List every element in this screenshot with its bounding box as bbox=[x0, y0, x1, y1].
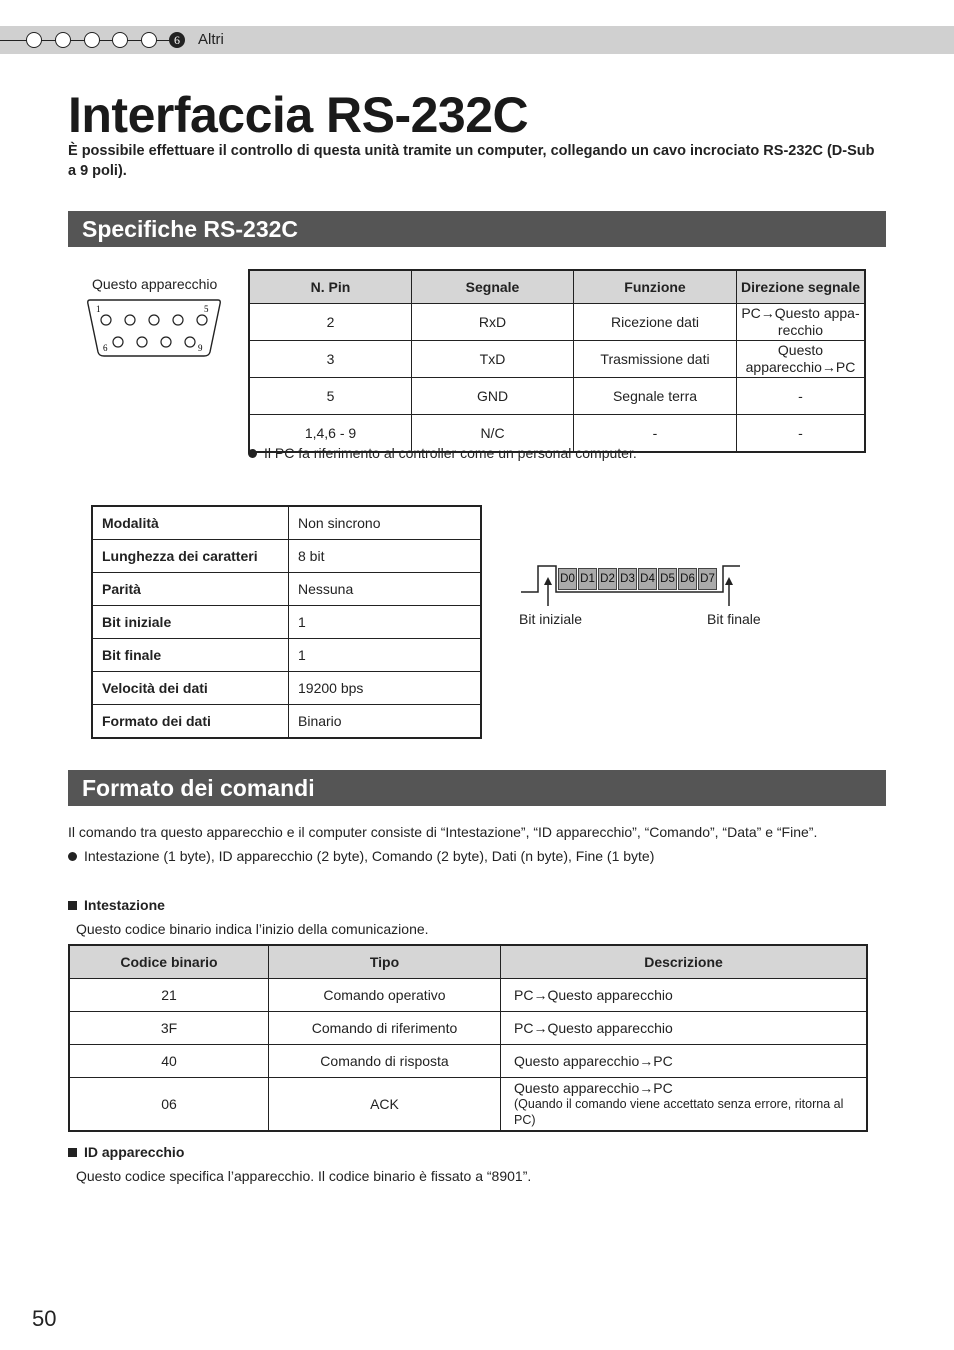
description-col-header: Descrizione bbox=[501, 945, 868, 979]
stop-bit-label: Bit finale bbox=[707, 611, 761, 627]
pc-note-text: Il PC fa riferimento al controller come un personal computer. bbox=[264, 445, 637, 461]
header-subtitle bbox=[68, 897, 165, 913]
bit-d4: D4 bbox=[638, 568, 657, 590]
table-row bbox=[249, 304, 865, 341]
table-cell: 06 bbox=[69, 1078, 269, 1132]
table-cell bbox=[501, 1078, 868, 1132]
direction-col-header: Direzione segnale bbox=[737, 270, 866, 304]
section-title-specs: Specifiche RS-232C bbox=[68, 211, 886, 247]
table-cell: RxD bbox=[412, 304, 574, 341]
table-cell: Ricezione dati bbox=[574, 304, 737, 341]
setting-key: Bit iniziale bbox=[92, 606, 289, 639]
table-cell: 5 bbox=[249, 378, 412, 415]
bit-d5: D5 bbox=[658, 568, 677, 590]
table-row bbox=[92, 672, 481, 705]
chapter-dot-1 bbox=[26, 32, 42, 48]
table-cell: 2 bbox=[249, 304, 412, 341]
table-cell: 21 bbox=[69, 979, 269, 1012]
setting-value: Binario bbox=[289, 705, 482, 739]
page-title: Interfaccia RS-232C bbox=[68, 87, 529, 143]
id-subtitle bbox=[68, 1144, 184, 1160]
pin-label-6: 6 bbox=[103, 343, 108, 353]
bullet-icon bbox=[68, 852, 77, 861]
setting-key: Lunghezza dei caratteri bbox=[92, 540, 289, 573]
command-structure-bullet bbox=[68, 848, 654, 864]
setting-key: Bit finale bbox=[92, 639, 289, 672]
id-description: Questo codice specifica l’apparecchio. Il codice binario è fissato a “8901”. bbox=[76, 1168, 532, 1184]
table-cell: 40 bbox=[69, 1045, 269, 1078]
table-cell: Trasmissione dati bbox=[574, 341, 737, 378]
table-row bbox=[69, 1012, 867, 1045]
table-cell: Comando di risposta bbox=[269, 1045, 501, 1078]
chapter-dot-4 bbox=[112, 32, 128, 48]
intro-text: È possibile effettuare il controllo di questa unità tramite un computer, collegando un cavo incrociato RS-232C (D-Sub a 9 poli). bbox=[68, 143, 875, 179]
pin-label-5: 5 bbox=[204, 304, 209, 314]
settings-table bbox=[91, 505, 482, 739]
table-row bbox=[69, 979, 867, 1012]
setting-value: Nessuna bbox=[289, 573, 482, 606]
table-row bbox=[249, 378, 865, 415]
command-structure-text: Intestazione (1 byte), ID apparecchio (2 byte), Comando (2 byte), Dati (n byte), Fine (1 byte) bbox=[84, 848, 655, 864]
setting-value: 8 bit bbox=[289, 540, 482, 573]
ack-note: (Quando il comando viene accettato senza errore, ritorna al PC) bbox=[514, 1097, 844, 1127]
setting-key: Velocità dei dati bbox=[92, 672, 289, 705]
setting-key: Parità bbox=[92, 573, 289, 606]
pin-label-9: 9 bbox=[198, 343, 203, 353]
chapter-number-badge: 6 bbox=[169, 32, 185, 48]
setting-value: 19200 bps bbox=[289, 672, 482, 705]
table-cell: 1,4,6 - 9 bbox=[249, 415, 412, 453]
function-col-header: Funzione bbox=[574, 270, 737, 304]
header-description: Questo codice binario indica l’inizio della comunicazione. bbox=[76, 921, 429, 937]
bit-d0: D0 bbox=[558, 568, 577, 590]
header-code-table bbox=[68, 944, 868, 1132]
table-cell: PC→Questo appa- recchio bbox=[737, 304, 866, 341]
table-cell: Questo apparecchio→PC bbox=[737, 341, 866, 378]
square-bullet-icon bbox=[68, 1148, 77, 1157]
connector-label: Questo apparecchio bbox=[92, 276, 218, 292]
chapter-label: Altri bbox=[198, 31, 224, 48]
table-cell: - bbox=[574, 415, 737, 453]
bit-d1: D1 bbox=[578, 568, 597, 590]
command-format-intro: Il comando tra questo apparecchio e il computer consiste di “Intestazione”, “ID apparecchio”, “Comando”, “Data” e “Fine”. bbox=[68, 824, 818, 840]
chapter-dot-3 bbox=[84, 32, 100, 48]
pc-note bbox=[248, 445, 637, 461]
table-cell: GND bbox=[412, 378, 574, 415]
id-subtitle-text: ID apparecchio bbox=[84, 1144, 185, 1160]
table-row bbox=[92, 639, 481, 672]
table-row bbox=[92, 705, 481, 739]
start-bit-label: Bit iniziale bbox=[519, 611, 583, 627]
setting-key: Modalità bbox=[92, 506, 289, 540]
bit-d7: D7 bbox=[698, 568, 717, 590]
table-cell: - bbox=[737, 415, 866, 453]
pin-col-header: N. Pin bbox=[249, 270, 412, 304]
table-cell: Segnale terra bbox=[574, 378, 737, 415]
dsub9-connector-icon bbox=[86, 296, 222, 360]
chapter-dot-2 bbox=[55, 32, 71, 48]
page-number: 50 bbox=[32, 1306, 57, 1331]
table-cell: 3F bbox=[69, 1012, 269, 1045]
square-bullet-icon bbox=[68, 901, 77, 910]
pin-label-1: 1 bbox=[96, 304, 101, 314]
section-title-command-format: Formato dei comandi bbox=[68, 770, 886, 806]
table-row bbox=[92, 606, 481, 639]
bit-d2: D2 bbox=[598, 568, 617, 590]
setting-value: Non sincrono bbox=[289, 506, 482, 540]
table-row bbox=[249, 341, 865, 378]
signal-col-header: Segnale bbox=[412, 270, 574, 304]
table-cell: Comando operativo bbox=[269, 979, 501, 1012]
table-cell: 3 bbox=[249, 341, 412, 378]
bullet-icon bbox=[248, 449, 257, 458]
table-row bbox=[69, 1078, 867, 1132]
pin-table bbox=[248, 269, 866, 453]
bit-d6: D6 bbox=[678, 568, 697, 590]
table-cell: Comando di riferimento bbox=[269, 1012, 501, 1045]
ack-description: Questo apparecchio→PC bbox=[514, 1080, 673, 1096]
setting-value: 1 bbox=[289, 606, 482, 639]
type-col-header: Tipo bbox=[269, 945, 501, 979]
table-row bbox=[92, 573, 481, 606]
table-row bbox=[69, 1045, 867, 1078]
table-row bbox=[92, 506, 481, 540]
table-cell: - bbox=[737, 378, 866, 415]
code-col-header: Codice binario bbox=[69, 945, 269, 979]
table-cell: TxD bbox=[412, 341, 574, 378]
header-subtitle-text: Intestazione bbox=[84, 897, 165, 913]
table-cell: Questo apparecchio→PC bbox=[501, 1045, 868, 1078]
chapter-dot-5 bbox=[141, 32, 157, 48]
setting-key: Formato dei dati bbox=[92, 705, 289, 739]
table-cell: N/C bbox=[412, 415, 574, 453]
table-cell: PC→Questo apparecchio bbox=[501, 979, 868, 1012]
setting-value: 1 bbox=[289, 639, 482, 672]
table-row bbox=[92, 540, 481, 573]
bit-d3: D3 bbox=[618, 568, 637, 590]
table-cell: ACK bbox=[269, 1078, 501, 1132]
table-cell: PC→Questo apparecchio bbox=[501, 1012, 868, 1045]
